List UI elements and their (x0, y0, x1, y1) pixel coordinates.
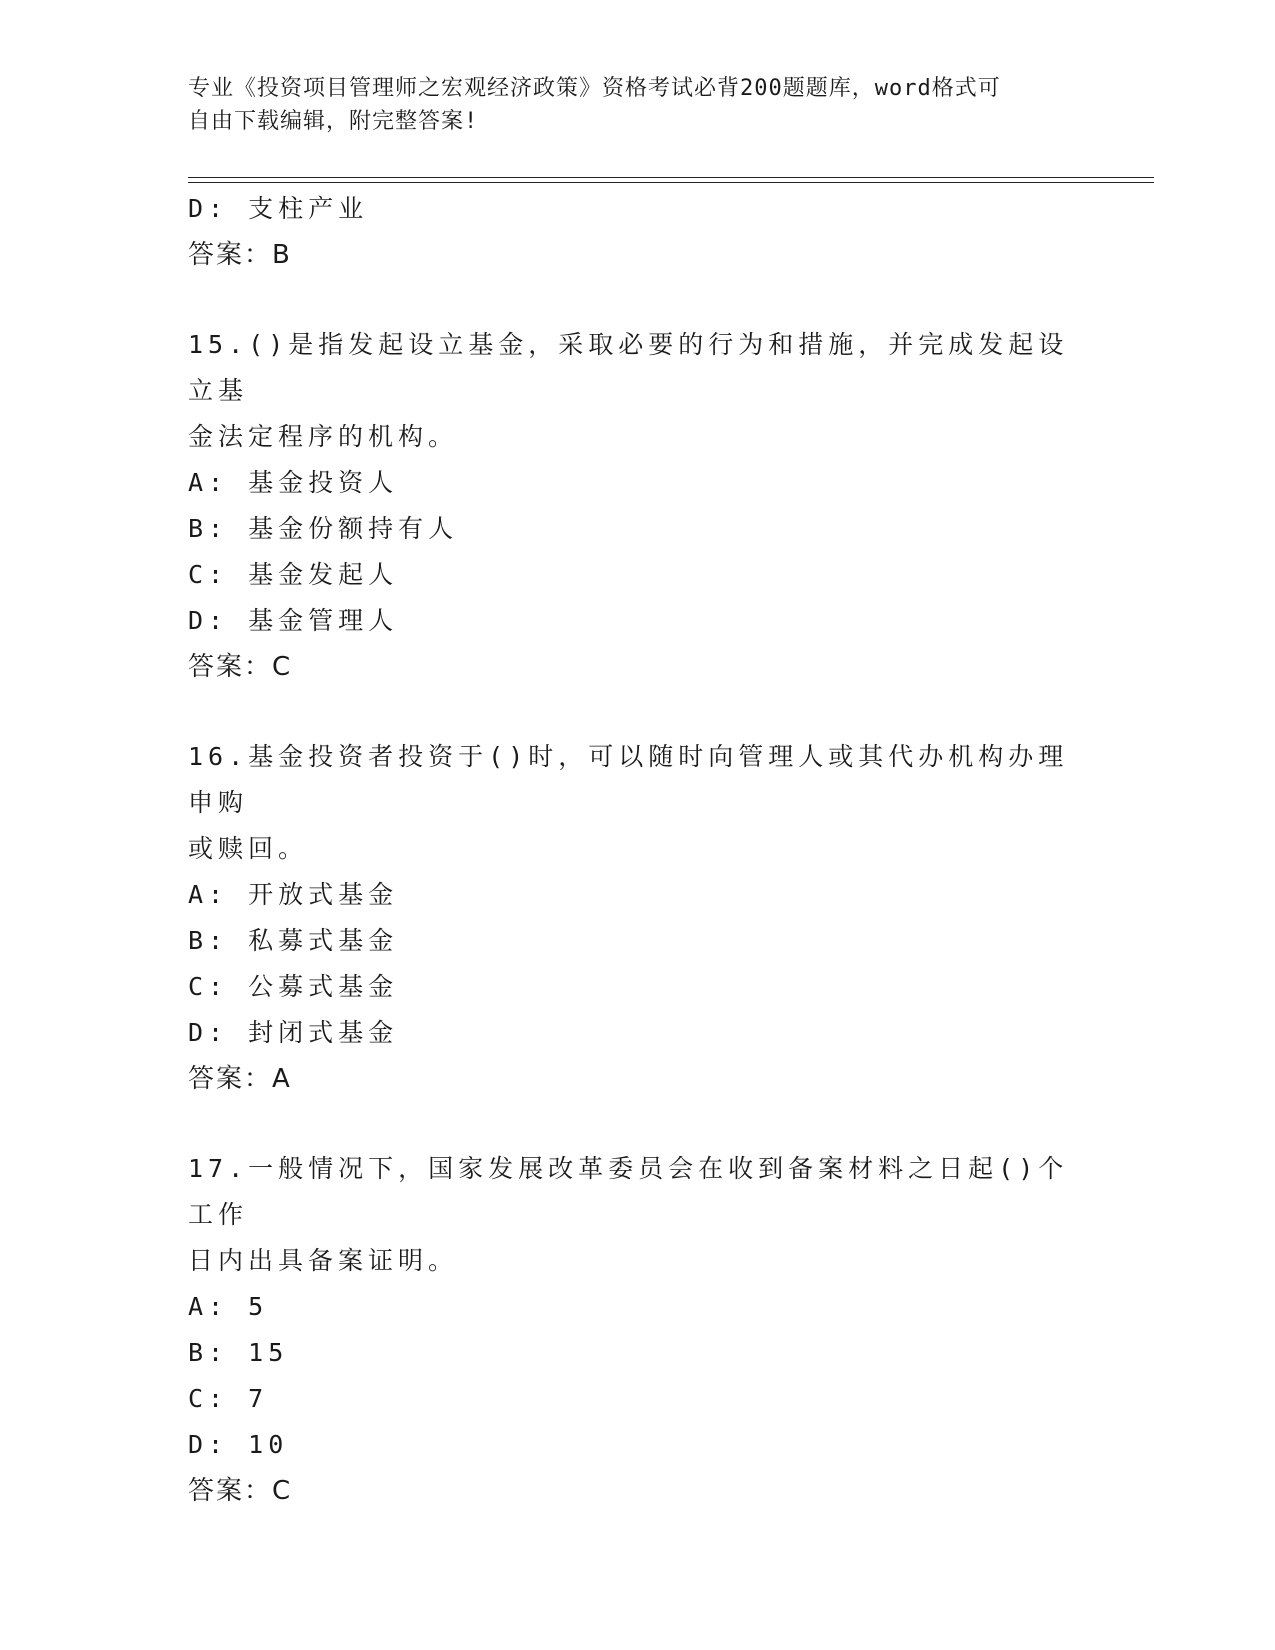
header-line-1: 专业《投资项目管理师之宏观经济政策》资格考试必背200题题库，word格式可 (188, 76, 1001, 101)
question-stem (188, 322, 1078, 460)
header-divider-top (188, 177, 1154, 178)
answer: 答案：B (188, 240, 292, 270)
option-d: D: 支柱产业 (188, 194, 369, 223)
question-list (188, 186, 1088, 1514)
question-stem-line-1: 17.一般情况下，国家发展改革委员会在收到备案材料之日起()个工作 (188, 1154, 1069, 1229)
question-16 (188, 734, 1088, 1102)
option-a: A: 5 (188, 1292, 269, 1321)
option-d: D: 10 (188, 1430, 289, 1459)
question-stem (188, 1146, 1078, 1284)
previous-question-tail (188, 186, 1088, 278)
question-stem (188, 734, 1078, 872)
question-stem-line-1: 16.基金投资者投资于()时，可以随时向管理人或其代办机构办理申购 (188, 742, 1069, 817)
answer: 答案：A (188, 1064, 292, 1094)
option-a: A: 基金投资人 (188, 468, 399, 497)
option-b: B: 私募式基金 (188, 926, 399, 955)
question-17 (188, 1146, 1088, 1514)
option-c: C: 基金发起人 (188, 560, 399, 589)
option-d: D: 封闭式基金 (188, 1018, 399, 1047)
answer: 答案：C (188, 1476, 293, 1506)
header-line-2: 自由下载编辑，附完整答案! (188, 109, 479, 134)
option-b: B: 基金份额持有人 (188, 514, 459, 543)
option-c: C: 7 (188, 1384, 269, 1413)
question-15 (188, 322, 1088, 690)
option-c: C: 公募式基金 (188, 972, 399, 1001)
header-divider-bottom (188, 182, 1154, 183)
question-stem-line-2: 日内出具备案证明。 (188, 1246, 459, 1275)
option-a: A: 开放式基金 (188, 880, 399, 909)
document-header (188, 72, 1068, 138)
question-stem-line-2: 或赎回。 (188, 834, 309, 863)
option-b: B: 15 (188, 1338, 289, 1367)
answer: 答案：C (188, 652, 293, 682)
question-stem-line-1: 15.()是指发起设立基金，采取必要的行为和措施，并完成发起设立基 (188, 330, 1069, 405)
option-d: D: 基金管理人 (188, 606, 399, 635)
question-stem-line-2: 金法定程序的机构。 (188, 422, 459, 451)
